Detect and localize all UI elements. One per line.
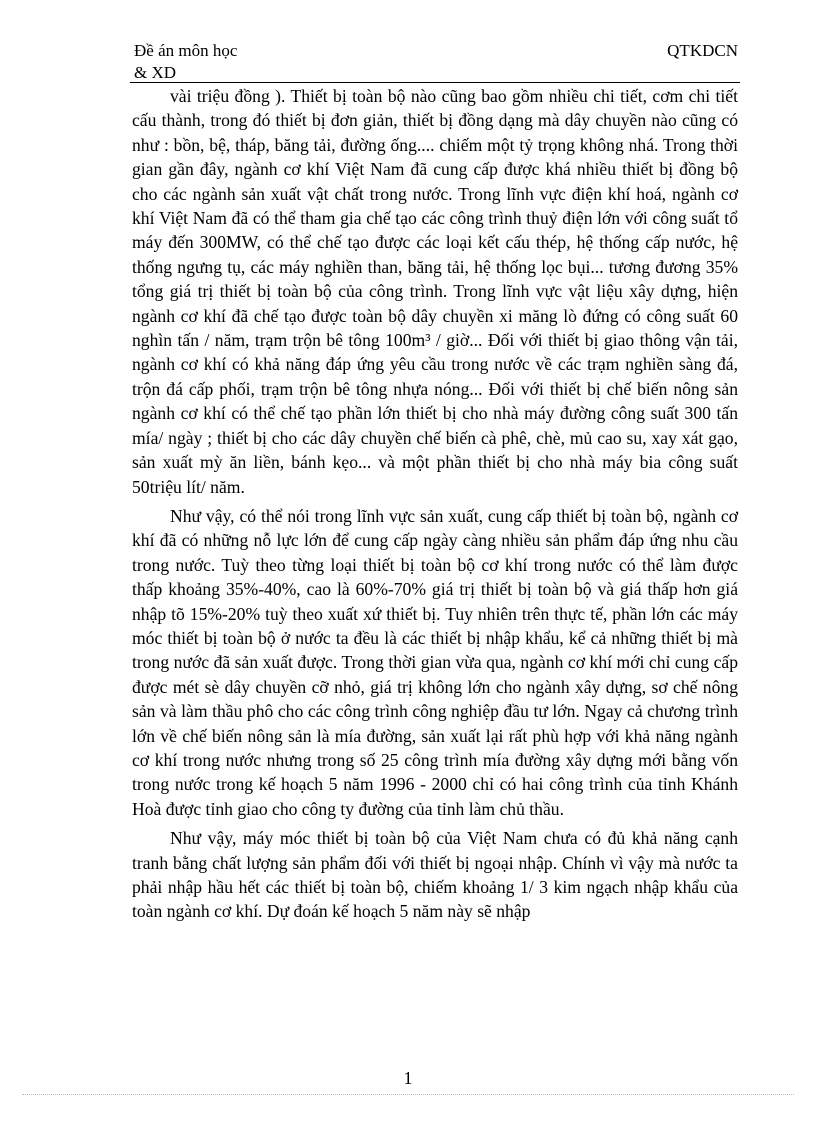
paragraph-2: Như vậy, có thể nói trong lĩnh vực sản xuất, cung cấp thiết bị toàn bộ, ngành cơ khí đã có những nỗ lực lớn để cung cấp ngày càng nhiều sản phẩm đáp ứng nhu cầu trong nước. Tuỳ theo từng loại thiết bị toàn bộ cơ khí trong nước có thể làm được thấp khoảng 35%-40%, cao là 60%-70% giá trị thiết bị toàn bộ và giá thấp hơn giá nhập tõ 15%-20% tuỳ theo xuất xứ thiết bị. Tuy nhiên trên thực tế, phần lớn các máy móc thiết bị toàn bộ ở nước ta đều là các thiết bị nhập khẩu, kể cả những thiết bị mà trong nước đã sản xuất được. Trong thời gian vừa qua, ngành cơ khí mới chỉ cung cấp được mét sè dây chuyền cỡ nhỏ, giá trị không lớn cho ngành xây dựng, sơ chế nông sản và làm thầu phô cho các công trình công nghiệp đầu tư lớn. Ngay cả chương trình lớn về chế biến nông sản là mía đường, sản xuất lại rất phù hợp với khả năng ngành cơ khí trong nước nhưng trong số 25 công trình mía đường xây dựng mới bằng vốn trong nước trong kế hoạch 5 năm 1996 - 2000 chỉ có hai công trình của tỉnh Khánh Hoà được tỉnh giao cho công ty đường của tỉnh làm chủ thầu.	[132, 505, 738, 819]
page-number: 1	[403, 1068, 413, 1088]
paragraph-1: vài triệu đồng ). Thiết bị toàn bộ nào cũng bao gồm nhiều chi tiết, cơm chi tiết cấu thành, trong đó thiết bị đơn giản, thiết bị đồng dạng mà dây chuyền nào cũng có như : bồn, bệ, tháp, băng tải, đường ống.... chiếm một tỷ trọng không nhá. Trong thời gian gần đây, ngành cơ khí Việt Nam đã cung cấp được khá nhiều thiết bị đồng bộ cho các ngành sản xuất vật chất trong nước. Trong lĩnh vực điện khí hoá, ngành cơ khí Việt Nam đã có thể tham gia chế tạo các công trình thuỷ điện lớn với công suất tổ máy đến 300MW, có thể chế tạo được các loại kết cấu thép, hệ thống cấp nước, hệ thống ngưng tụ, các máy nghiền than, băng tải, hệ thống lọc bụi... tương đương 35% tổng giá trị thiết bị toàn bộ của công trình. Trong lĩnh vực vật liệu xây dựng, hiện ngành cơ khí đã chế tạo được toàn bộ dây chuyền xi măng lò đứng có công suất 60 nghìn tấn / năm, trạm trộn bê tông 100m³ / giờ... Đối với thiết bị giao thông vận tải, ngành cơ khí có khả năng đáp ứng yêu cầu trong nước về các trạm nghiền sàng đá, trộn đá cấp phối, trạm trộn bê tông nhựa nóng... Đối với thiết bị chế biến nông sản ngành cơ khí có thể chế tạo phần lớn thiết bị cho nhà máy đường công suất 300 tấn mía/ ngày ; thiết bị cho các dây chuyền chế biến cà phê, chè, mủ cao su, xay xát gạo, sản xuất mỳ ăn liền, bánh kẹo... và một phần thiết bị cho nhà máy bia công suất 50triệu lít/ năm.	[132, 86, 738, 497]
header-course-line-1: Đề án môn học	[134, 41, 238, 60]
document-body	[132, 84, 738, 929]
paragraph-3: Như vậy, máy móc thiết bị toàn bộ của Việt Nam chưa có đủ khả năng cạnh tranh bằng chất lượng sản phẩm đối với thiết bị ngoại nhập. Chính vì vậy mà nước ta phải nhập hầu hết các thiết bị toàn bộ, chiếm khoảng 1/ 3 kim ngạch nhập khẩu của toàn ngành cơ khí. Dự đoán kế hoạch 5 năm này sẽ nhập	[132, 828, 738, 922]
header-divider	[130, 82, 740, 83]
page-bottom-divider	[22, 1094, 794, 1095]
header-course-line-2: & XD	[134, 63, 177, 82]
header-course-title	[134, 40, 334, 84]
header-department: QTKDCN	[667, 41, 738, 60]
page-header	[134, 40, 738, 84]
